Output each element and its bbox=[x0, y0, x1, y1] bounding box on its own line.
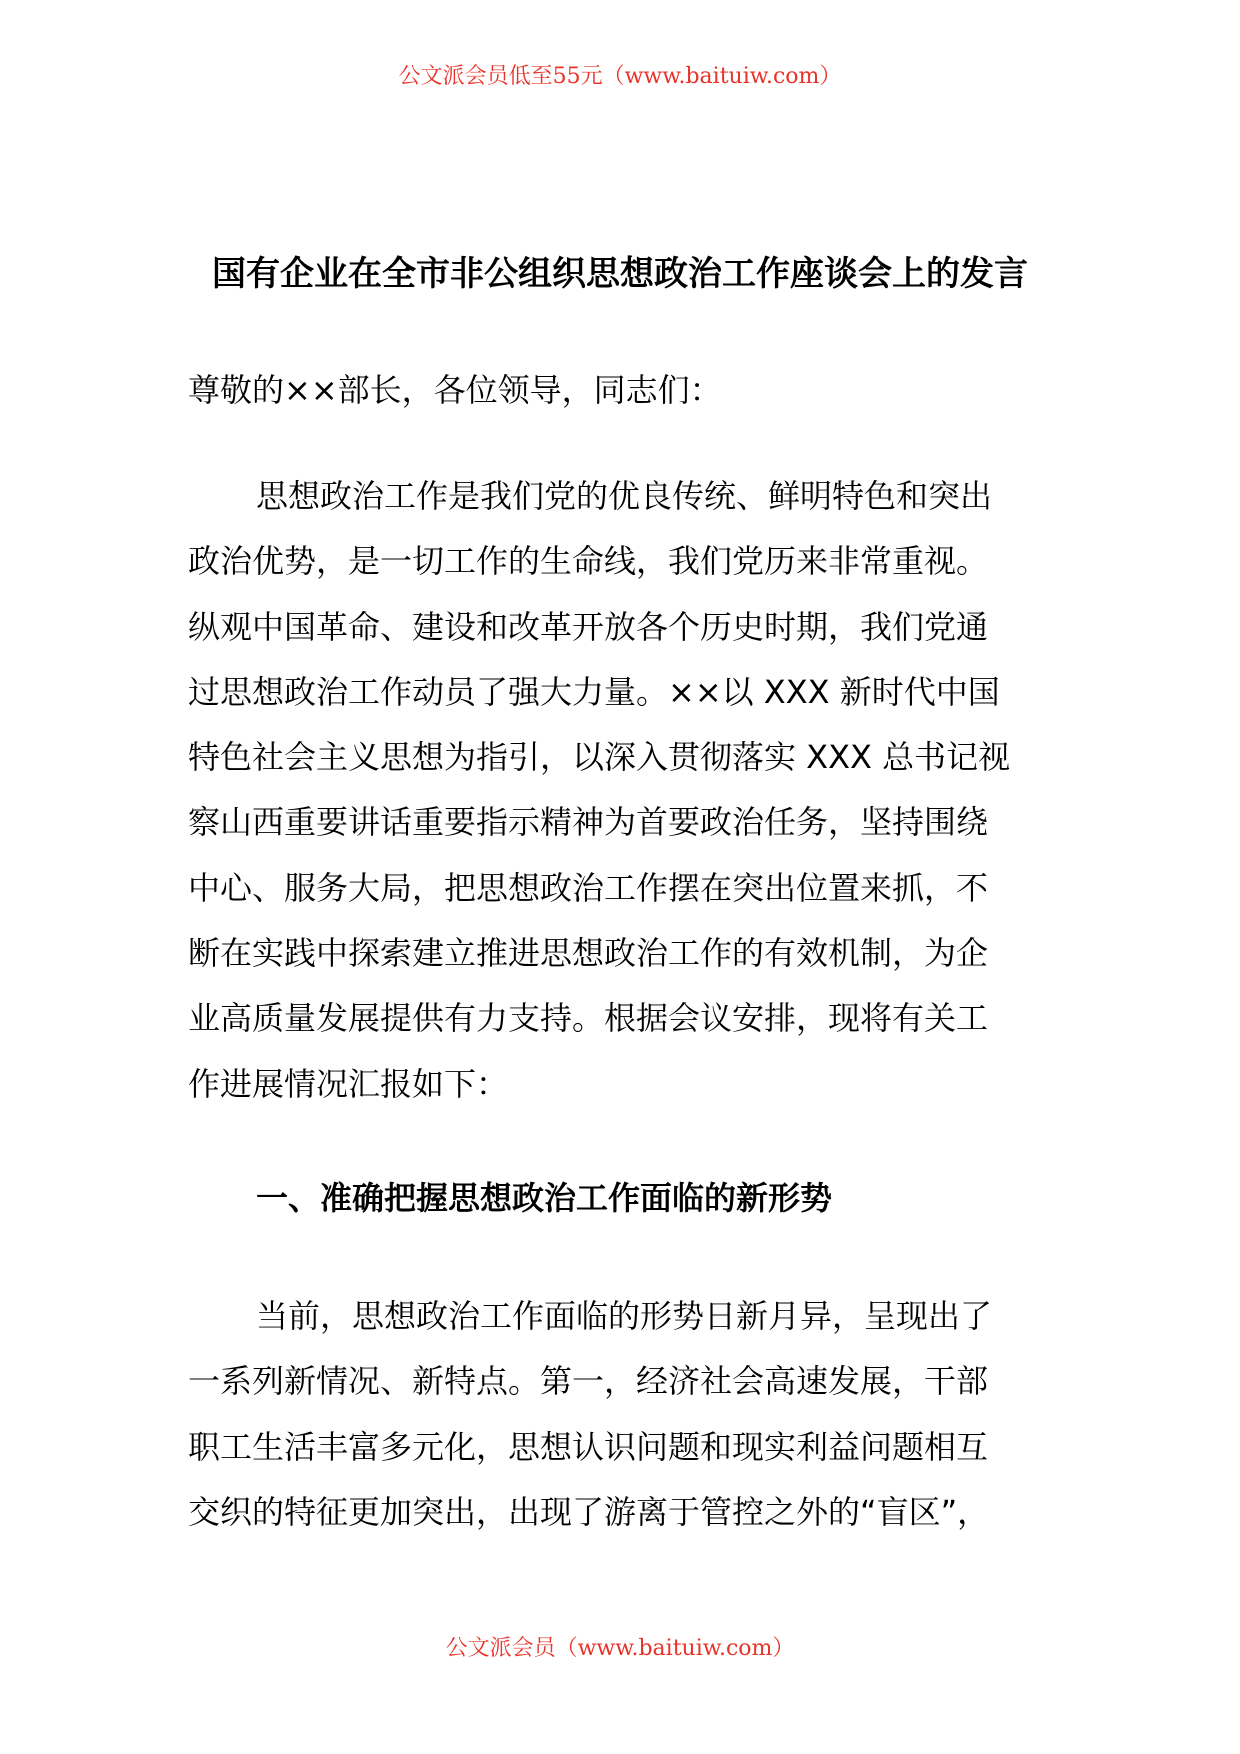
header-banner: 公文派会员低至55元（www.baituiw.com） bbox=[398, 64, 842, 89]
salutation: 尊敬的××部长，各位领导，同志们： bbox=[188, 371, 722, 409]
paragraph-line: 交织的特征更加突出，出现了游离于管控之外的“盲区”， bbox=[188, 1492, 990, 1531]
paragraph-line: 中心、服务大局，把思想政治工作摆在突出位置来抓，不 bbox=[188, 868, 989, 907]
paragraph-line: 业高质量发展提供有力支持。根据会议安排，现将有关工 bbox=[188, 999, 989, 1038]
document-title: 国有企业在全市非公组织思想政治工作座谈会上的发言 bbox=[212, 254, 1028, 294]
paragraph-line: 纵观中国革命、建设和改革开放各个历史时期，我们党通 bbox=[188, 607, 989, 646]
paragraph-1 bbox=[188, 464, 1048, 1117]
footer-banner: 公文派会员（www.baituiw.com） bbox=[445, 1636, 795, 1661]
paragraph-line: 一系列新情况、新特点。第一，经济社会高速发展，干部 bbox=[188, 1362, 989, 1401]
paragraph-line: 职工生活丰富多元化，思想认识问题和现实利益问题相互 bbox=[188, 1427, 989, 1466]
paragraph-line: 察山西重要讲话重要指示精神为首要政治任务，坚持围绕 bbox=[188, 803, 989, 842]
paragraph-line: 特色社会主义思想为指引，以深入贯彻落实 XXX 总书记视 bbox=[188, 738, 1011, 777]
section-heading: 一、准确把握思想政治工作面临的新形势 bbox=[256, 1179, 833, 1217]
paragraph-2 bbox=[188, 1284, 1048, 1545]
paragraph-line: 政治优势，是一切工作的生命线，我们党历来非常重视。 bbox=[188, 542, 989, 581]
paragraph-line: 过思想政治工作动员了强大力量。××以 XXX 新时代中国 bbox=[188, 672, 1000, 711]
paragraph-line: 断在实践中探索建立推进思想政治工作的有效机制，为企 bbox=[188, 934, 989, 973]
paragraph-line: 当前，思想政治工作面临的形势日新月异，呈现出了 bbox=[256, 1297, 993, 1335]
paragraph-line: 作进展情况汇报如下： bbox=[188, 1064, 509, 1103]
paragraph-line: 思想政治工作是我们党的优良传统、鲜明特色和突出 bbox=[256, 477, 993, 515]
